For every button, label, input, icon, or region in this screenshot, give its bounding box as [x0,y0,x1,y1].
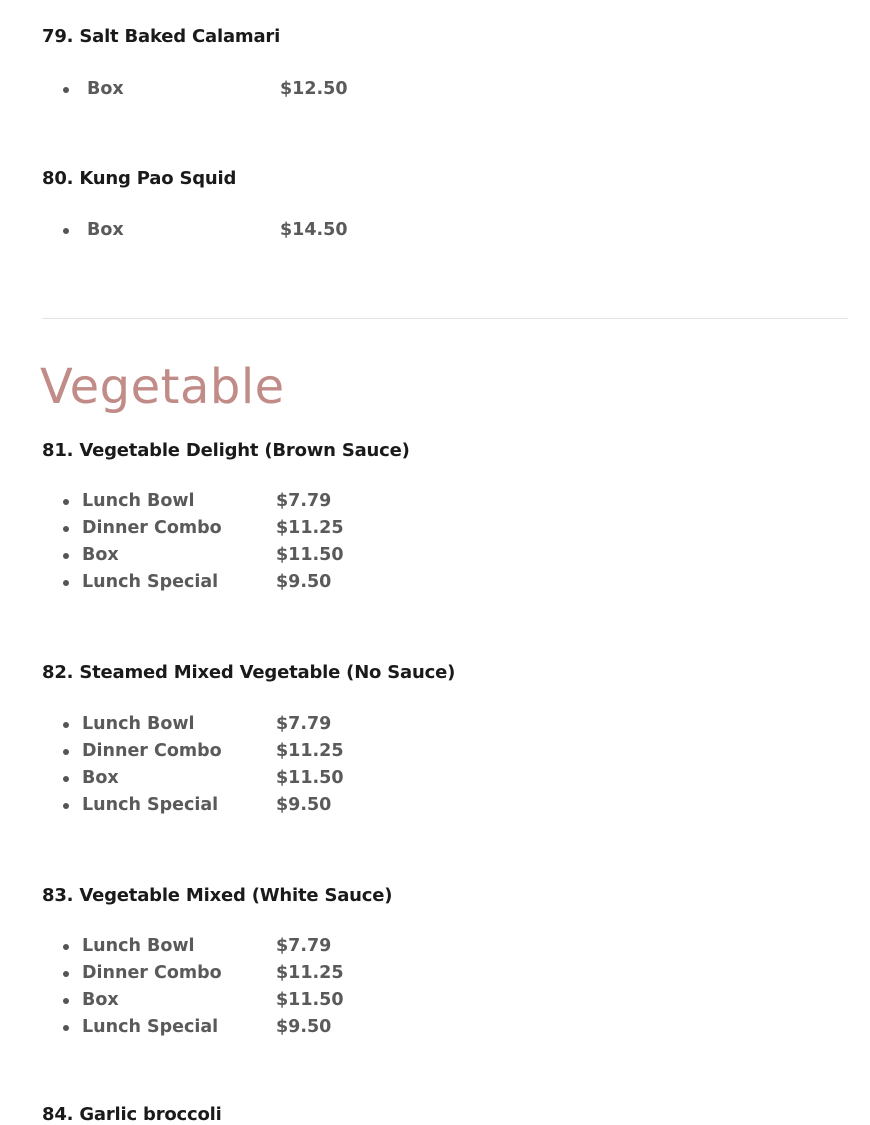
item-title: 84. Garlic broccoli [42,1104,222,1125]
section-title: Vegetable [40,359,285,415]
option-price: $9.50 [276,1017,332,1037]
item-title: 83. Vegetable Mixed (White Sauce) [42,885,393,906]
option-price: $12.50 [280,79,348,99]
option-name: Dinner Combo [82,518,222,538]
option-price: $11.50 [276,768,344,788]
option-price: $11.50 [276,545,344,565]
option-name: Dinner Combo [82,741,222,761]
option-name: Box [82,990,119,1010]
option-price: $7.79 [276,936,332,956]
option-name: Box [82,768,119,788]
option-name: Lunch Bowl [82,714,195,734]
item-title: 80. Kung Pao Squid [42,168,237,189]
option-name: Lunch Bowl [82,936,195,956]
option-price: $7.79 [276,714,332,734]
option-price: $11.25 [276,963,344,983]
option-price: $7.79 [276,491,332,511]
section-divider [42,318,848,319]
option-name: Lunch Special [82,795,219,815]
item-title: 79. Salt Baked Calamari [42,26,281,47]
item-title: 82. Steamed Mixed Vegetable (No Sauce) [42,662,456,683]
option-name: Lunch Special [82,1017,219,1037]
option-price: $11.50 [276,990,344,1010]
option-price: $14.50 [280,220,348,240]
item-title: 81. Vegetable Delight (Brown Sauce) [42,440,410,461]
option-name: Box [87,79,124,99]
option-name: Box [82,545,119,565]
option-price: $11.25 [276,518,344,538]
option-price: $9.50 [276,572,332,592]
option-name: Lunch Bowl [82,491,195,511]
option-price: $9.50 [276,795,332,815]
option-name: Box [87,220,124,240]
option-name: Dinner Combo [82,963,222,983]
option-price: $11.25 [276,741,344,761]
option-name: Lunch Special [82,572,219,592]
